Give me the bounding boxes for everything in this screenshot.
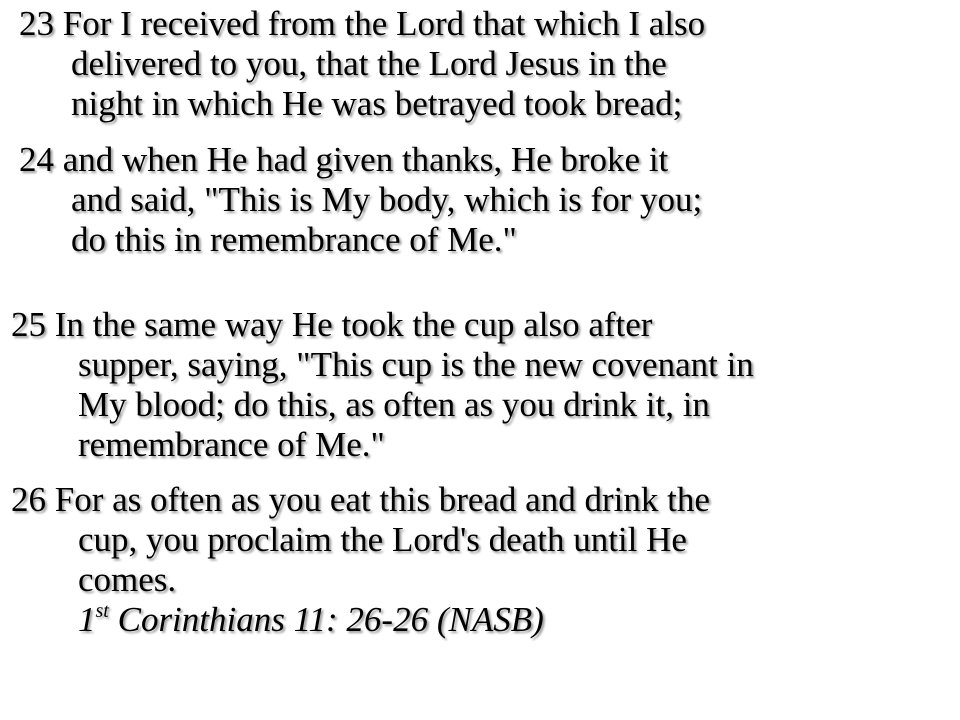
scripture-citation	[11, 600, 710, 640]
verse-26	[11, 480, 710, 640]
verse-24-line-1: 24 and when He had given thanks, He broke it	[19, 140, 669, 179]
verse-23-line-3: night in which He was betrayed took bread;	[71, 84, 683, 123]
verse-24	[19, 140, 702, 260]
verse-26-line-2: cup, you proclaim the Lord's death until He	[78, 520, 687, 559]
verse-25-line-2: supper, saying, "This cup is the new covenant in	[78, 345, 754, 384]
verse-25	[11, 305, 754, 465]
verse-23	[19, 4, 705, 124]
verse-23-line-1: 23 For I received from the Lord that which I also	[19, 4, 706, 43]
verse-25-line-1: 25 In the same way He took the cup also after	[11, 305, 653, 344]
verse-26-line-3: comes.	[78, 560, 177, 599]
verse-24-line-3: do this in remembrance of Me."	[71, 220, 517, 259]
citation-text: Corinthians 11: 26-26 (NASB)	[108, 600, 544, 639]
citation-ordinal-suffix: st	[95, 600, 109, 622]
verse-25-line-4: remembrance of Me."	[78, 425, 385, 464]
citation-number: 1	[78, 600, 96, 639]
verse-26-line-1: 26 For as often as you eat this bread and drink the	[11, 480, 710, 519]
verse-23-line-2: delivered to you, that the Lord Jesus in the	[71, 44, 667, 83]
verse-25-line-3: My blood; do this, as often as you drink it, in	[78, 385, 710, 424]
verse-24-line-2: and said, "This is My body, which is for you;	[71, 180, 703, 219]
